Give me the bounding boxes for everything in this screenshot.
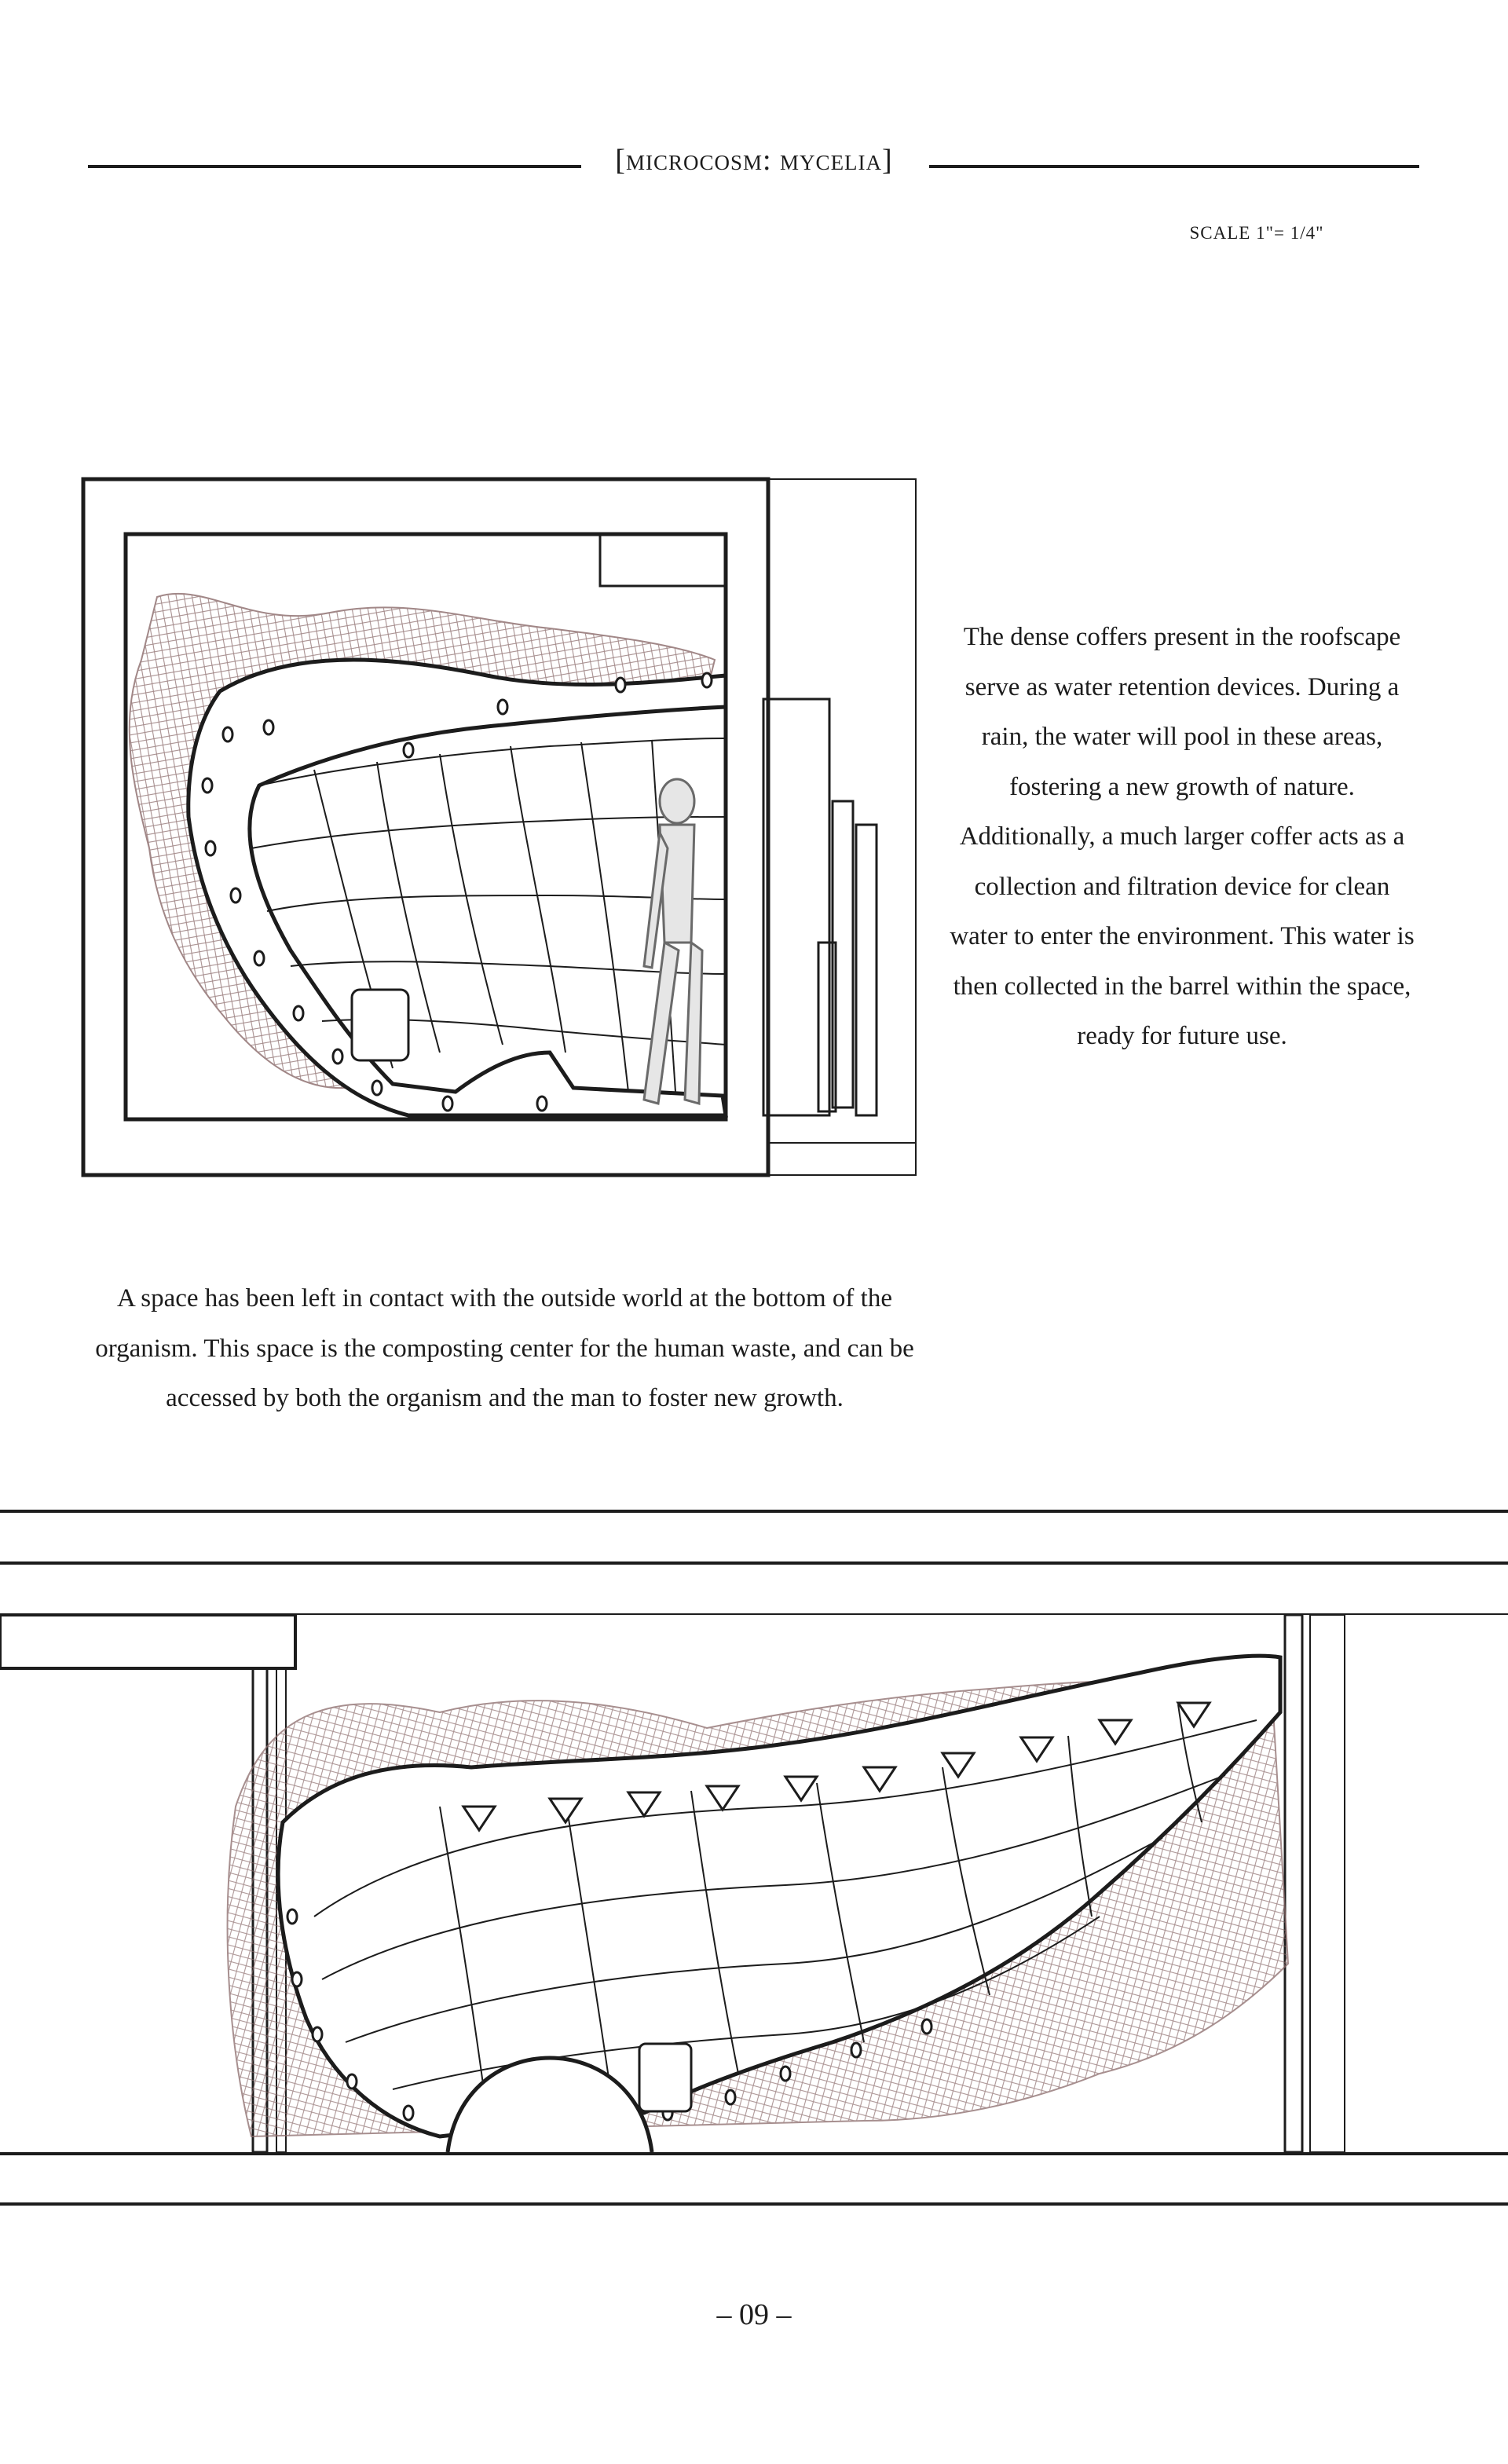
page-number: – 09 – bbox=[716, 2298, 792, 2331]
roofscape-description: The dense coffers present in the roofscape serve as water retention devices. During a rain, the water will pool in these areas, fostering a new growth of nature. Additionally, a much larger coffer acts as a collection and filtration device for clean water to enter the environment. This water is then collected in the barrel within the space, ready for future use. bbox=[950, 623, 1415, 1050]
section-title: [microcosm: mycelia] bbox=[615, 144, 893, 177]
barrel-long bbox=[639, 2044, 691, 2111]
scale-label: SCALE 1"= 1/4" bbox=[1189, 223, 1324, 243]
composting-description: A space has been left in contact with the outside world at the bottom of the organism. This space is the composting center for the human waste, and can be accessed by both the organism and the man to foster new growth. bbox=[95, 1284, 914, 1412]
